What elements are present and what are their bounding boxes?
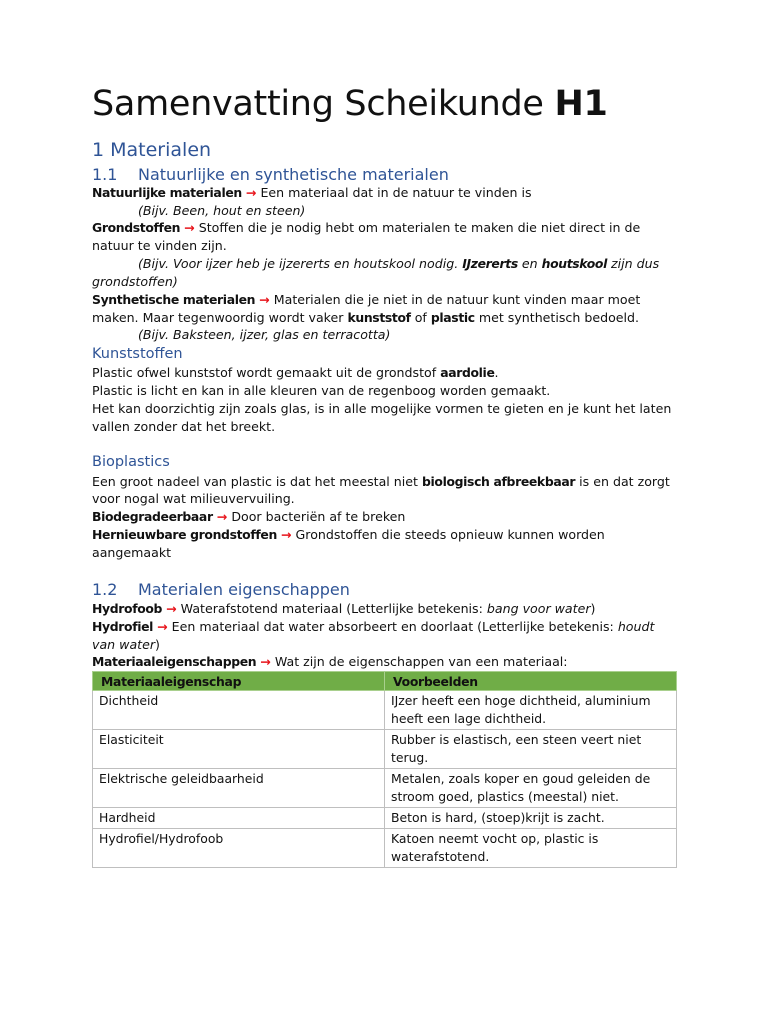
example-grondstoffen: (Bijv. Voor ijzer heb je ijzererts en houtskool nodig. IJzererts en houtskool zijn dus xyxy=(138,256,660,271)
section-heading-materialen: 1 Materialen xyxy=(92,139,212,161)
table-row xyxy=(93,808,677,829)
definition-hydrofiel-cont: van water) xyxy=(92,637,160,652)
kunststoffen-line-1: Plastic ofwel kunststof wordt gemaakt uit de grondstof aardolie. xyxy=(92,365,499,380)
definition-hernieuwbare-cont: aangemaakt xyxy=(92,545,172,560)
definition-synthetische-cont: maken. Maar tegenwoordig wordt vaker kunststof of plastic met synthetisch bedoeld. xyxy=(92,310,640,325)
bioplastics-line-1: Een groot nadeel van plastic is dat het meestal niet biologisch afbreekbaar is en dat zorgt xyxy=(92,474,670,489)
table-cell: Beton is hard, (stoep)krijt is zacht. xyxy=(385,808,677,829)
definition-grondstoffen: Grondstoffen → Stoffen die je nodig hebt om materialen te maken die niet direct in de xyxy=(92,220,641,235)
heading-kunststoffen: Kunststoffen xyxy=(92,346,183,362)
definition-synthetische-materialen: Synthetische materialen → Materialen die je niet in de natuur kunt vinden maar moet xyxy=(92,292,641,307)
definition-materiaaleigenschappen: Materiaaleigenschappen → Wat zijn de eigenschappen van een materiaal: xyxy=(92,654,568,669)
arrow-icon: → xyxy=(166,601,177,616)
arrow-icon: → xyxy=(245,185,257,200)
arrow-icon: → xyxy=(157,619,168,634)
column-header: Voorbeelden xyxy=(385,672,677,691)
table-header-row xyxy=(93,672,677,691)
subsection-heading-1-2: 1.2 Materialen eigenschappen xyxy=(92,580,350,599)
table-cell: Dichtheid xyxy=(93,691,385,730)
arrow-icon: → xyxy=(184,220,195,235)
table-cell: Hardheid xyxy=(93,808,385,829)
definition-natuurlijke-materialen: Natuurlijke materialen → Een materiaal dat in de natuur te vinden is xyxy=(92,185,532,200)
arrow-icon: → xyxy=(280,527,292,542)
definition-hernieuwbare-grondstoffen: Hernieuwbare grondstoffen → Grondstoffen die steeds opnieuw kunnen worden xyxy=(92,527,605,542)
definition-grondstoffen-cont: natuur te vinden zijn. xyxy=(92,238,227,253)
arrow-icon: → xyxy=(260,654,271,669)
bioplastics-line-2: voor nogal wat milieuvervuiling. xyxy=(92,491,295,506)
table-cell: Elektrische geleidbaarheid xyxy=(93,769,385,808)
table-cell: Metalen, zoals koper en goud geleiden de stroom goed, plastics (meestal) niet. xyxy=(385,769,677,808)
arrow-icon: → xyxy=(216,509,228,524)
kunststoffen-line-4: vallen zonder dat het breekt. xyxy=(92,419,276,434)
table-cell: Rubber is elastisch, een steen veert niet terug. xyxy=(385,730,677,769)
kunststoffen-line-2: Plastic is licht en kan in alle kleuren van de regenboog worden gemaakt. xyxy=(92,383,551,398)
table-row xyxy=(93,730,677,769)
arrow-icon: → xyxy=(259,292,270,307)
heading-bioplastics: Bioplastics xyxy=(92,454,170,470)
example-grondstoffen-cont: grondstoffen) xyxy=(92,274,178,289)
definition-hydrofoob: Hydrofoob → Waterafstotend materiaal (Letterlijke betekenis: bang voor water) xyxy=(92,601,596,616)
example-synthetische-materialen: (Bijv. Baksteen, ijzer, glas en terracotta) xyxy=(138,327,391,342)
table-cell: IJzer heeft een hoge dichtheid, aluminium heeft een lage dichtheid. xyxy=(385,691,677,730)
subsection-heading-1-1: 1.1 Natuurlijke en synthetische materialen xyxy=(92,165,449,184)
example-natuurlijke-materialen: (Bijv. Been, hout en steen) xyxy=(138,203,306,218)
kunststoffen-line-3: Het kan doorzichtig zijn zoals glas, is in alle mogelijke vormen te gieten en je kunt het laten xyxy=(92,401,672,416)
table-row xyxy=(93,829,677,868)
page-title: Samenvatting Scheikunde H1 xyxy=(92,84,608,124)
table-cell: Katoen neemt vocht op, plastic is waterafstotend. xyxy=(385,829,677,868)
definition-biodegradeerbaar: Biodegradeerbaar → Door bacteriën af te breken xyxy=(92,509,406,524)
properties-table xyxy=(92,671,677,868)
table-row xyxy=(93,769,677,808)
table-cell: Elasticiteit xyxy=(93,730,385,769)
column-header: Materiaaleigenschap xyxy=(93,672,385,691)
definition-hydrofiel: Hydrofiel → Een materiaal dat water absorbeert en doorlaat (Letterlijke betekenis: houdt xyxy=(92,619,655,634)
table-row xyxy=(93,691,677,730)
table-cell: Hydrofiel/Hydrofoob xyxy=(93,829,385,868)
